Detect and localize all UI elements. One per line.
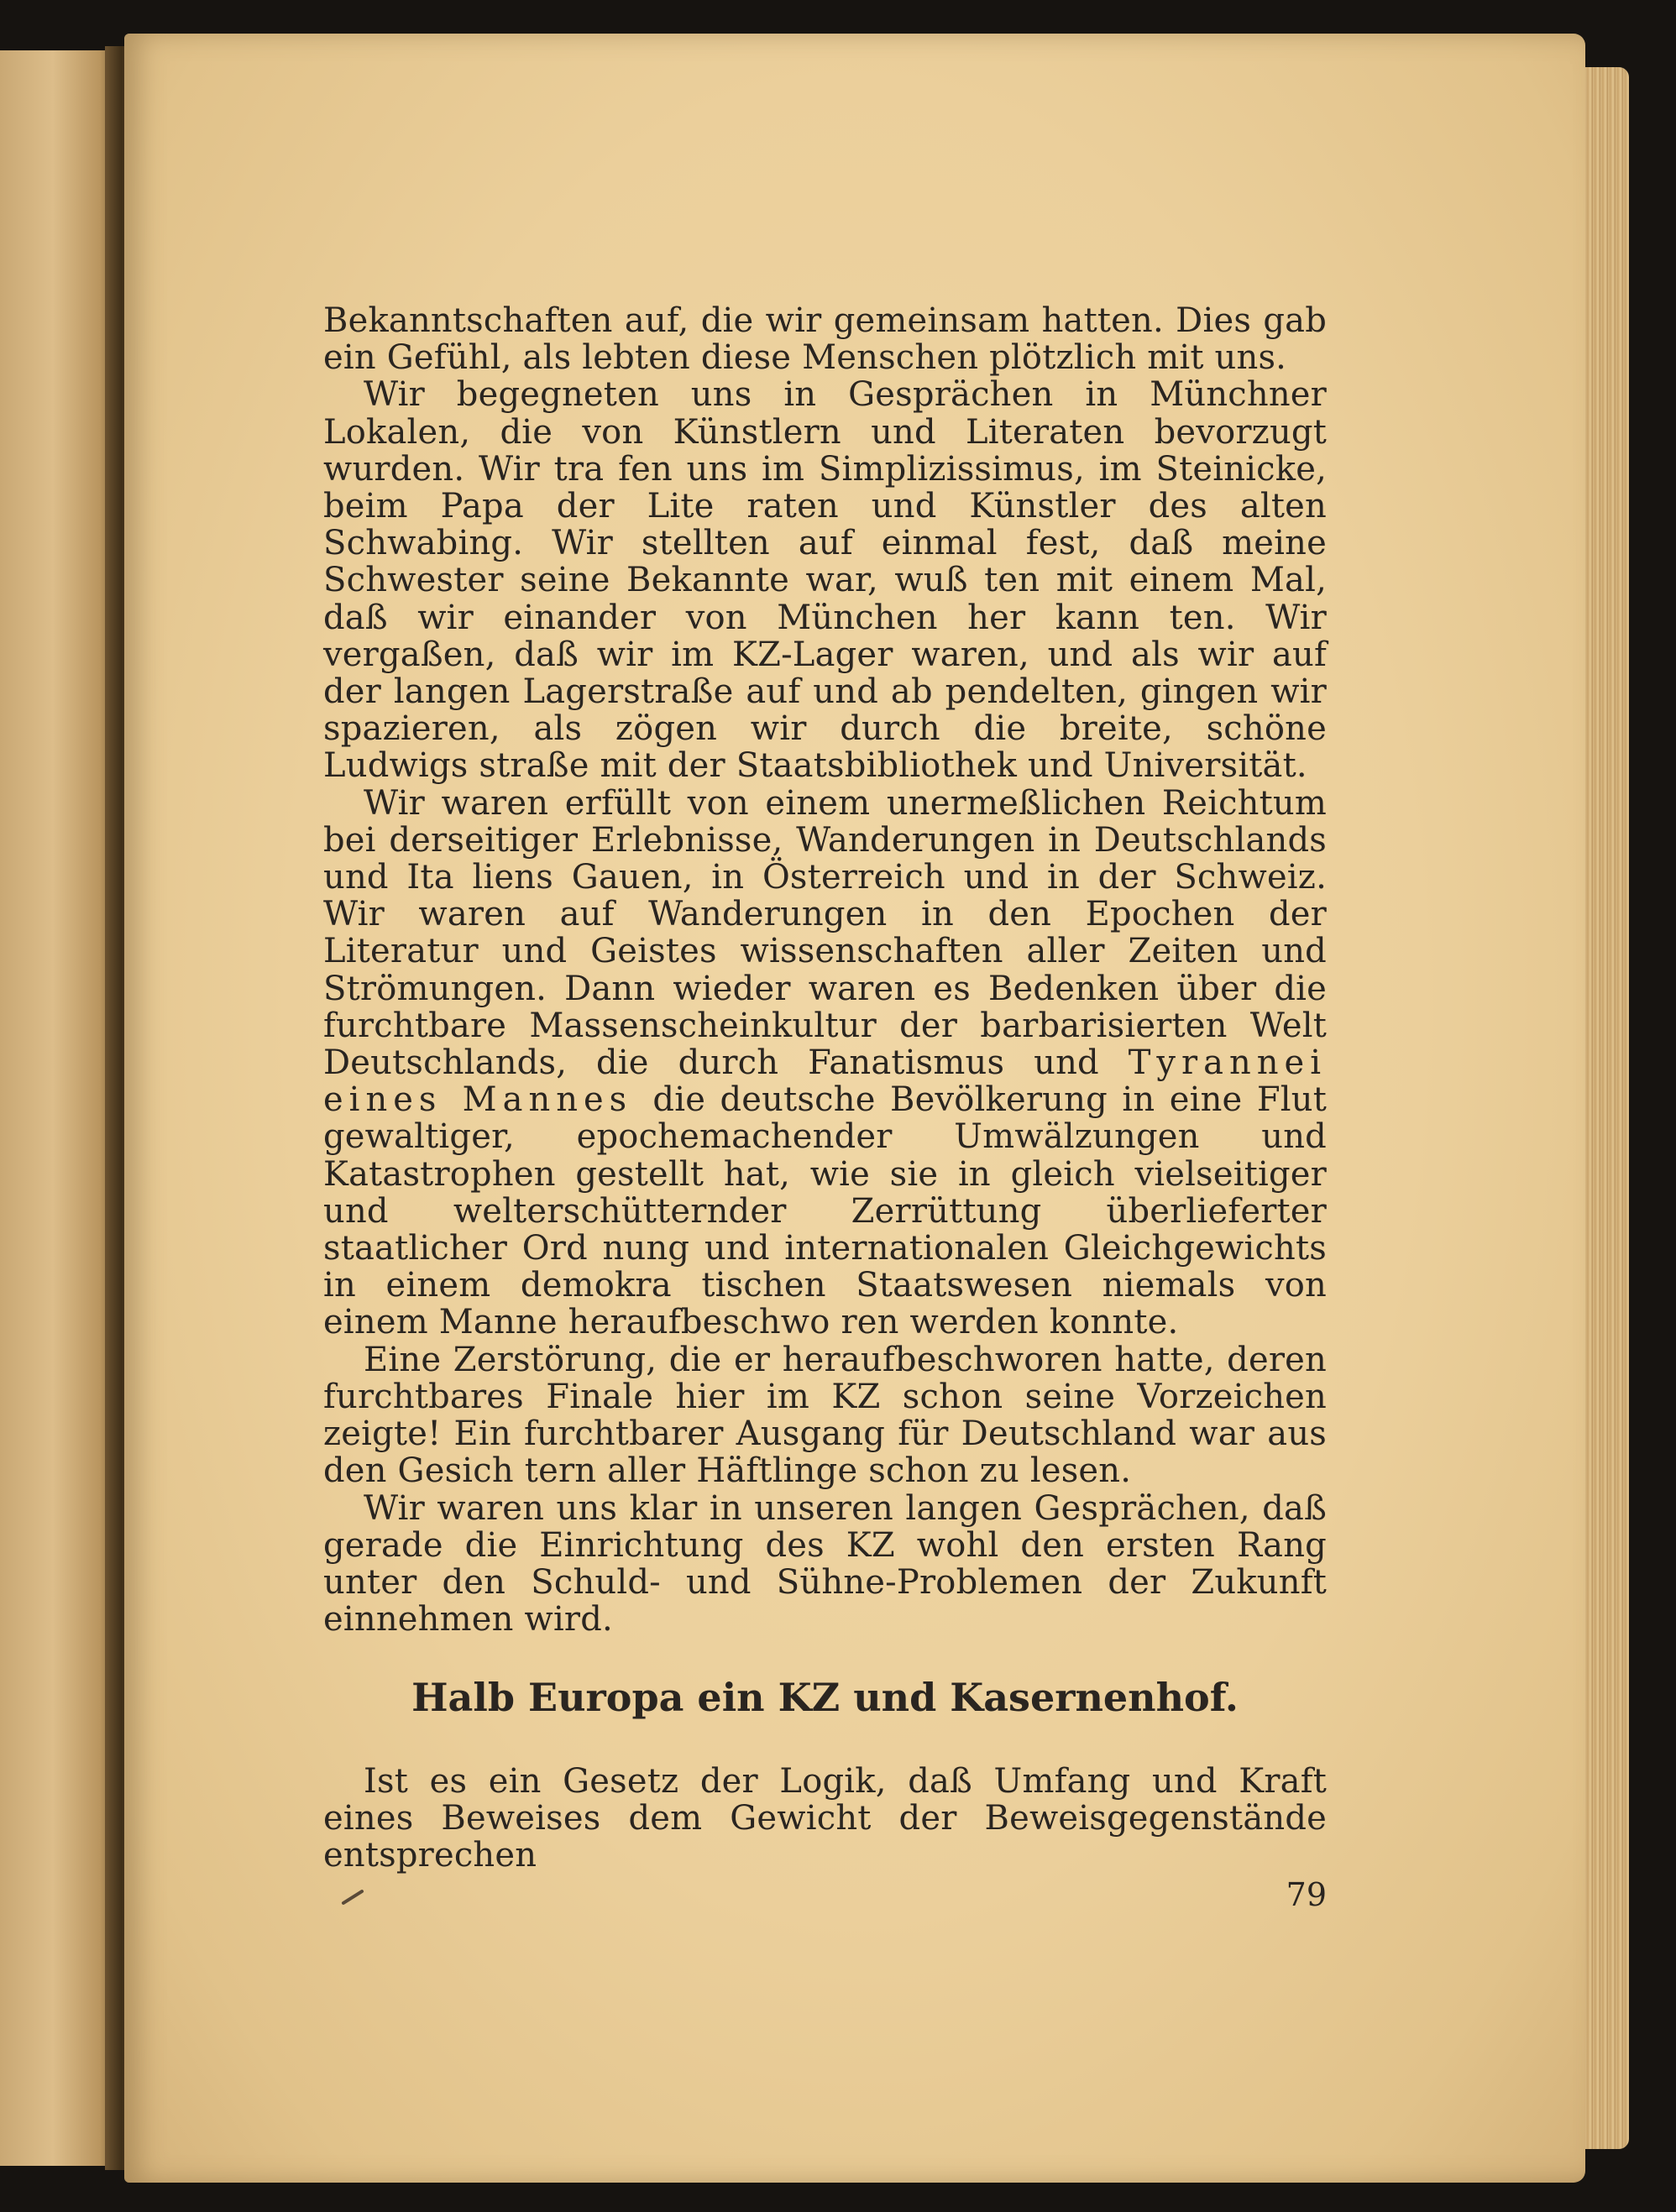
text-line: der barbarisierten Welt Deutschlands, die durch Fanatismus [323, 1006, 1327, 1083]
text-line: Ist es ein Gesetz der Logik, daß Umfang und Kraft eines [323, 1762, 1327, 1838]
text-line: Ein furchtbarer Ausgang für Deutschland war aus den Gesich [323, 1415, 1328, 1491]
text-line: derseitiger Erlebnisse, Wanderungen in Deutschlands und Ita [323, 820, 1327, 897]
emphasized-spaced-text: Tyrannei eines Mannes [323, 1043, 1327, 1120]
left-page-edge [0, 50, 118, 2166]
paragraph [323, 376, 1327, 784]
text-line: Wir waren uns klar in unseren langen Gesprächen, daß [364, 1488, 1327, 1528]
text-line: einmal fest, daß meine Schwester seine Bekannte war, wuß [323, 524, 1327, 600]
text-line: fen uns im Simplizissimus, im Steinicke, beim Papa der Lite [323, 449, 1328, 526]
text-line: die von Künstlern und Literaten bevorzugt wurden. Wir tra [323, 412, 1327, 489]
text-line: Gefühl, als lebten diese Menschen plötzlich mit uns. [386, 338, 1287, 378]
text-line: liens Gauen, in Österreich und in der Schweiz. Wir waren auf [323, 858, 1327, 934]
text-line: in eine Flut gewaltiger, epochemachender Umwälzungen und [323, 1080, 1328, 1157]
text-line: waren es Bedenken über die furchtbare Massenscheinkultur [323, 969, 1327, 1045]
text-line: Beweises dem Gewicht der Beweisgegenstände entsprechen [323, 1799, 1328, 1875]
text-line: wissenschaften aller Zeiten und Strömungen. Dann wieder [323, 932, 1327, 1008]
text-line: Wanderungen in den Epochen der Literatur und Geistes [323, 895, 1327, 971]
text-line: Bekanntschaften auf, die wir gemeinsam hatten. Dies gab ein [323, 301, 1327, 378]
text-line: ten mit einem Mal, daß wir einander von München her kann [323, 561, 1327, 637]
text-line: ten. Wir vergaßen, daß wir im KZ-Lager waren, und als wir [323, 598, 1327, 674]
text-line: Eine Zerstörung, die er heraufbeschworen hatte, deren [364, 1340, 1327, 1379]
text-line: gerade die Einrichtung des KZ wohl den ersten Rang unter [323, 1525, 1327, 1602]
text-line: Wir waren erfüllt von einem unermeßlichen Reichtum bei [323, 783, 1327, 860]
text-line: tern aller Häftlinge schon zu lesen. [524, 1451, 1132, 1491]
body-text [323, 302, 1327, 1638]
text-line: auf der langen Lagerstraße auf und ab pendelten, gingen wir [323, 635, 1327, 712]
paragraph [323, 1763, 1327, 1875]
text-fragment: und [1034, 1043, 1129, 1083]
text-line: Katastrophen gestellt hat, wie sie in gleich vielseitiger und [323, 1154, 1327, 1231]
paragraph [323, 785, 1327, 1341]
text-line: Wir begegneten uns in Gesprächen in Münchner Lokalen, [323, 375, 1327, 452]
text-line: raten und Künstler des alten Schwabing. Wir stellten auf [323, 487, 1327, 563]
text-line: den Schuld- und Sühne-Problemen der Zukunft einnehmen [323, 1562, 1328, 1639]
text-line: tischen Staatswesen niemals von einem Manne heraufbeschwo [323, 1266, 1327, 1342]
text-line: ren werden konnte. [841, 1303, 1179, 1342]
paragraph [323, 302, 1327, 376]
text-fragment: die deutsche Bevölkerung [652, 1080, 1123, 1120]
body-text-continued [323, 1763, 1327, 1875]
text-line: spazieren, als zögen wir durch die breite, schöne Ludwigs [323, 709, 1327, 786]
text-line: straße mit der Staatsbibliothek und Universität. [479, 746, 1307, 786]
section-heading: Halb Europa ein KZ und Kasernenhof. [411, 1675, 1239, 1720]
paragraph [323, 1490, 1327, 1639]
text-line: furchtbares Finale hier im KZ schon seine Vorzeichen zeigte! [323, 1377, 1327, 1454]
text-line: wird. [524, 1600, 613, 1639]
paragraph [323, 1341, 1327, 1490]
text-line: welterschütternder Zerrüttung überlieferter staatlicher Ord [323, 1191, 1327, 1268]
page-number: 79 [1286, 1876, 1327, 1913]
text-line: nung und internationalen Gleichgewichts in einem demokra [323, 1229, 1327, 1305]
